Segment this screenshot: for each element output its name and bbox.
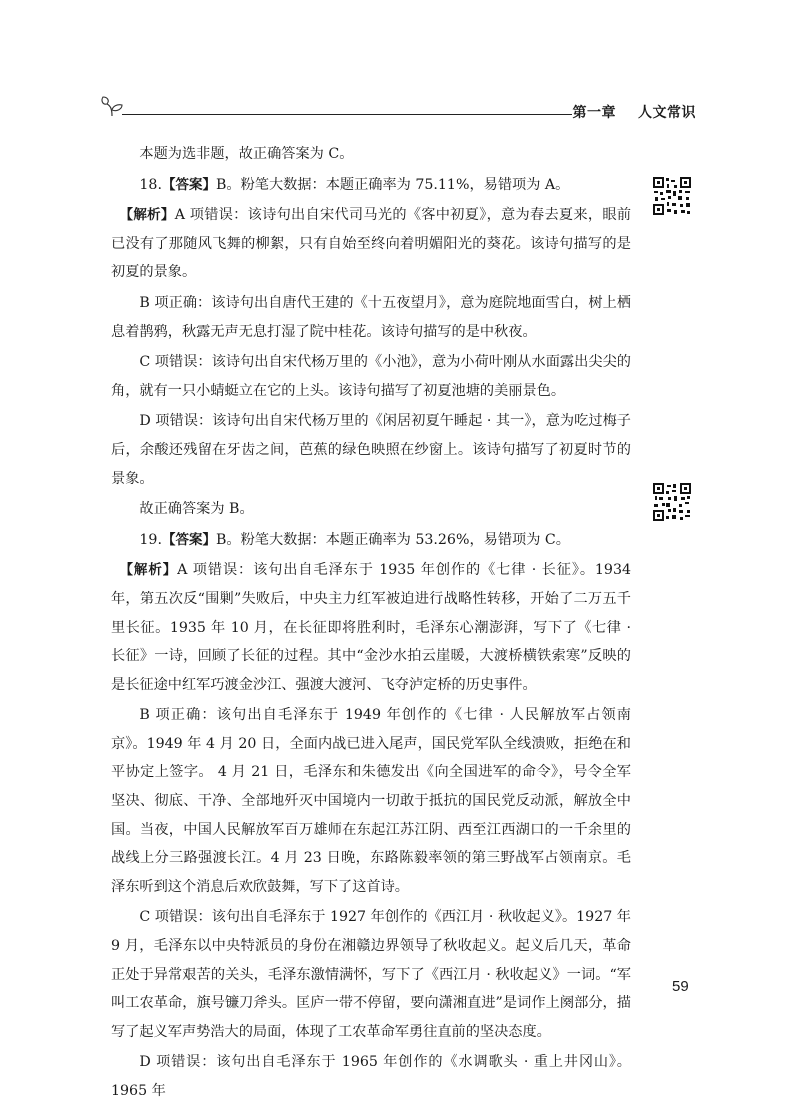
qr-code-graphic: [652, 176, 692, 216]
analysis-text: A 项错误：该诗句出自宋代司马光的《客中初夏》，意为春去夏来，眼前已没有了那随风飞舞的柳絮，只有自始至终向着明媚阳光的葵花。该诗句描写的是初夏的景象。: [111, 207, 632, 281]
paragraph: B 项正确：该诗句出自唐代王建的《十五夜望月》，意为庭院地面雪白，树上栖息着鹊鸦，秋露无声无息打湿了院中桂花。该诗句描写的是中秋夜。: [111, 294, 631, 340]
q18-answer: [111, 171, 631, 200]
paragraph: 故正确答案为 B。: [139, 501, 254, 518]
question-number: 19.: [139, 531, 162, 548]
bracket-close: 】: [162, 562, 178, 579]
paragraph: 本题为选非题，故正确答案为 C。: [139, 146, 354, 162]
qr-code-icon[interactable]: [652, 482, 692, 522]
chapter-title: 人文常识: [638, 105, 696, 121]
chapter-number: 第一章: [572, 105, 616, 121]
answer-text: B。粉笔大数据：本题正确率为 53.26%，易错项为 C。: [215, 531, 570, 548]
answer-explanation-body: [111, 140, 631, 1106]
answer-tag: 答案: [175, 531, 203, 548]
analysis-text: A 项错误：该句出自毛泽东于 1935 年创作的《七律 · 长征》。1934 年，第五次反“围剿”失败后，中央主力红军被迫进行战略性转移，开始了二万五千里长征。1935 年 10 月，在长征即将胜利时，毛泽东心潮澎湃，写下了《七律 · 长征》一诗，回顾了长征的过程。其中“金沙水拍云崖暖，大渡桥横铁索寒”反映的是长征途中红军巧渡金沙江、强渡大渡河、飞夺泸定桥的历史事件。: [111, 562, 632, 693]
q19-analysis: [111, 556, 631, 699]
paragraph: B 项正确：该句出自毛泽东于 1949 年创作的《七律 · 人民解放军占领南京》。1949 年 4 月 20 日，全面内战已进入尾声，国民党军队全线溃败，拒绝在和平协定上签字。 4 月 21 日，毛泽东和朱德发出《向全国进军的命令》，号令全军坚决、彻底、干净、全部地歼灭中国境内一切敢于抵抗的国民党反动派，解放全中国。当夜，中国人民解放军百万雄师在东起江苏江阴、西至江西湖口的一千余里的战线上分三路强渡长江。4 月 23 日晚，东路陈毅率领的第三野战军占领南京。毛泽东听到这个消息后欢欣鼓舞，写下了这首诗。: [111, 707, 631, 895]
paragraph: D 项错误：该句出自毛泽东于 1965 年创作的《水调歌头 · 重上井冈山》。1965 年: [111, 1054, 631, 1099]
header-rule: [122, 114, 572, 115]
paragraph: C 项错误：该句出自毛泽东于 1927 年创作的《西江月 · 秋收起义》。1927 年 9 月，毛泽东以中央特派员的身份在湘赣边界领导了秋收起义。起义后几天，革命正处于异常艰苦的关头，毛泽东激情满怀，写下了《西江月 · 秋收起义》一词。“军叫工农革命，旗号镰刀斧头。匡庐一带不停留，要向潇湘直进”是词作上阕部分，描写了起义军声势浩大的局面，体现了工农革命军勇往直前的坚决态度。: [111, 909, 631, 1040]
q19-answer: [111, 526, 631, 555]
sprout-leaf-icon: [100, 96, 126, 122]
analysis-tag: 解析: [133, 207, 161, 224]
answer-text: B。粉笔大数据：本题正确率为 75.11%，易错项为 A。: [215, 176, 570, 193]
paragraph: C 项错误：该诗句出自宋代杨万里的《小池》，意为小荷叶刚从水面露出尖尖的角，就有一只小蜻蜓立在它的上头。该诗句描写了初夏池塘的美丽景色。: [111, 354, 631, 399]
bracket-open: 【: [161, 176, 176, 193]
bracket-close: 】: [160, 207, 175, 224]
bracket-open: 【: [119, 207, 134, 224]
qr-code-icon[interactable]: [652, 176, 692, 216]
qr-code-graphic: [652, 482, 692, 522]
bracket-close: 】: [202, 531, 216, 548]
page-header: [100, 92, 696, 126]
paragraph: D 项错误：该诗句出自宋代杨万里的《闲居初夏午睡起 · 其一》，意为吃过梅子后，余酸还残留在牙齿之间，芭蕉的绿色映照在纱窗上。该诗句描写了初夏时节的景象。: [111, 413, 631, 487]
bracket-open: 【: [161, 531, 176, 548]
bracket-open: 【: [119, 562, 134, 579]
question-number: 18.: [139, 176, 162, 193]
q18-analysis: [111, 201, 631, 287]
chapter-heading: [573, 102, 697, 122]
answer-tag: 答案: [175, 176, 203, 193]
page-number: 59: [672, 978, 689, 995]
bracket-close: 】: [202, 176, 216, 193]
analysis-tag: 解析: [133, 562, 163, 579]
